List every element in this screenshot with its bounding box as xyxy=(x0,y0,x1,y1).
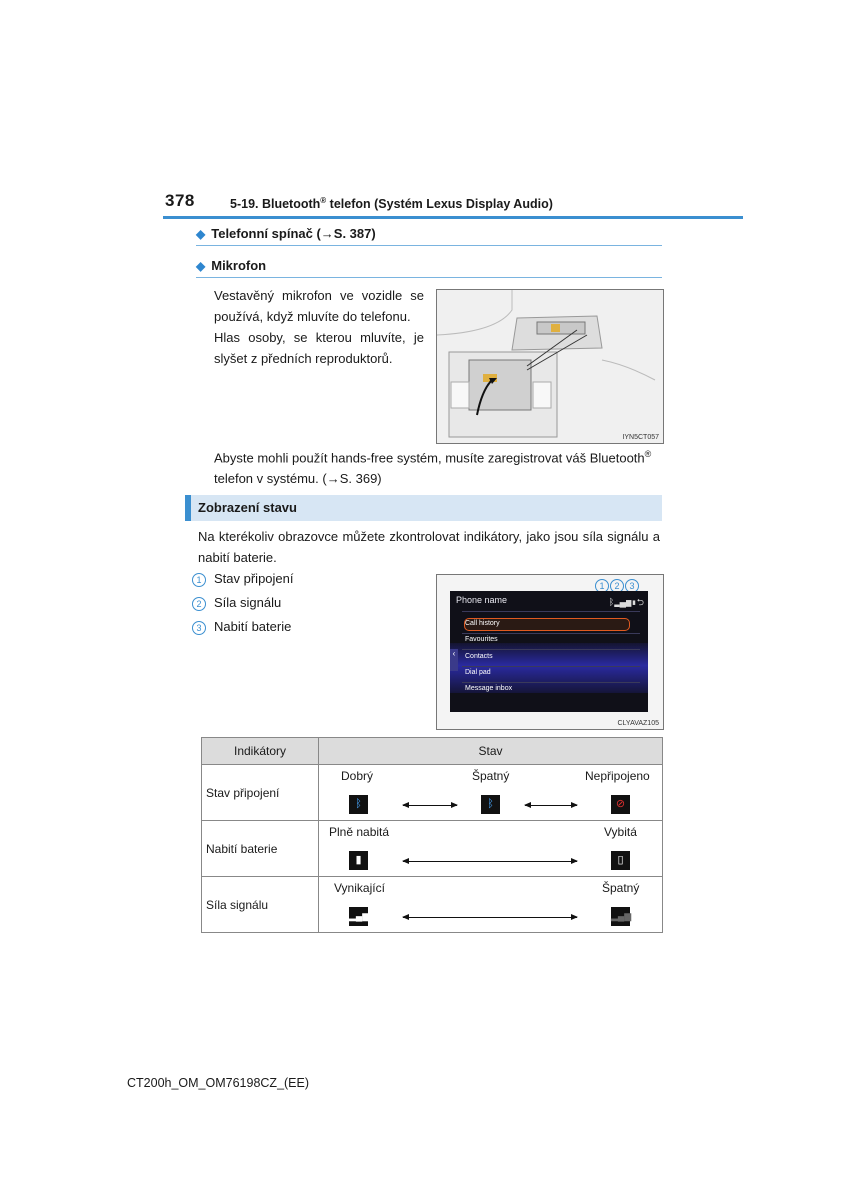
microphone-figure xyxy=(436,289,664,444)
battery-empty-icon: ▯ xyxy=(611,851,630,870)
menu-item-message-inbox[interactable]: Message inbox xyxy=(465,685,513,692)
menu-item-contacts[interactable]: Contacts xyxy=(465,653,493,660)
register-paragraph: Abyste mohli použít hands-free systém, musíte zaregistrovat váš Bluetooth® telefon v systému. (→S. 369) xyxy=(214,449,652,487)
state-label: Nepřipojeno xyxy=(585,769,650,783)
mic-paragraph-1: Vestavěný mikrofon ve vozidle se používá, když mluvíte do telefonu. xyxy=(214,288,424,324)
table-header: Indikátory xyxy=(202,738,319,765)
overhead-console-illustration xyxy=(437,290,663,443)
divider xyxy=(196,245,662,246)
legend-item: 3 Nabití baterie xyxy=(192,619,291,635)
arrow xyxy=(525,805,577,806)
table-row xyxy=(202,821,663,877)
bluetooth-poor-icon: ᛒ xyxy=(481,795,500,814)
chapter-title: 5-19. Bluetooth® telefon (Systém Lexus Display Audio) xyxy=(230,196,553,212)
not-connected-icon: ⊘ xyxy=(611,795,630,814)
row-label: Nabití baterie xyxy=(202,821,319,877)
row-label: Stav připojení xyxy=(202,765,319,821)
battery-icon: ▮ xyxy=(631,597,637,607)
callouts: 1 2 3 xyxy=(595,579,639,593)
arrow xyxy=(403,917,577,918)
state-label: Plně nabitá xyxy=(329,825,390,839)
figure-label: IYN5CT057 xyxy=(622,434,659,441)
figure-label: CLYAVAZ105 xyxy=(617,720,659,727)
mic-paragraph-2: Hlas osoby, se kterou mluvíte, je slyšet z předních reproduktorů. xyxy=(214,330,424,366)
legend-item: 1 Stav připojení xyxy=(192,571,294,587)
side-tab-icon[interactable]: ‹ xyxy=(450,649,458,671)
menu-item-favourites[interactable]: Favourites xyxy=(465,636,498,643)
bluetooth-icon: ᛒ xyxy=(608,597,615,607)
battery-full-icon: ▮ xyxy=(349,851,368,870)
state-label: Špatný xyxy=(472,769,510,783)
item-phone-switch: ◆ Telefonní spínač (→S. 387) xyxy=(196,226,376,241)
signal-weak-icon: ▂▄▆ xyxy=(611,907,630,926)
diamond-icon: ◆ xyxy=(196,259,206,273)
menu-item-call-history[interactable]: Call history xyxy=(465,620,500,627)
table-row xyxy=(202,877,663,933)
item-microphone: ◆ Mikrofon xyxy=(196,258,267,273)
legend-item: 2 Síla signálu xyxy=(192,595,281,611)
indicator-table xyxy=(201,737,663,933)
back-icon[interactable]: ⮌ xyxy=(636,597,644,607)
arrow xyxy=(403,805,457,806)
menu-item-dial-pad[interactable]: Dial pad xyxy=(465,669,491,676)
status-icons xyxy=(609,595,644,611)
footer-code: CT200h_OM_OM76198CZ_(EE) xyxy=(127,1076,310,1090)
section-bar xyxy=(185,495,191,521)
table-row xyxy=(202,765,663,821)
diamond-icon: ◆ xyxy=(196,227,206,241)
arrow xyxy=(403,861,577,862)
divider xyxy=(196,277,662,278)
signal-strong-icon: ▂▄▆ xyxy=(349,907,368,926)
state-label: Vybitá xyxy=(604,825,637,839)
signal-icon: ▂▄▆ xyxy=(614,597,632,607)
section-header xyxy=(185,495,662,521)
display-screen xyxy=(450,591,648,712)
page-number: 378 xyxy=(165,191,195,210)
row-label: Síla signálu xyxy=(202,877,319,933)
table-header: Stav xyxy=(319,738,663,765)
bluetooth-good-icon: ᛒ xyxy=(349,795,368,814)
state-label: Vynikající xyxy=(334,881,385,895)
section-intro: Na kterékoliv obrazovce můžete zkontrolovat indikátory, jako jsou síla signálu a nabití baterie. xyxy=(198,529,660,565)
section-title: Zobrazení stavu xyxy=(198,500,297,515)
state-label: Dobrý xyxy=(341,769,374,783)
screen-title: Phone name xyxy=(456,595,508,605)
header-rule xyxy=(163,216,743,219)
state-label: Špatný xyxy=(602,881,640,895)
